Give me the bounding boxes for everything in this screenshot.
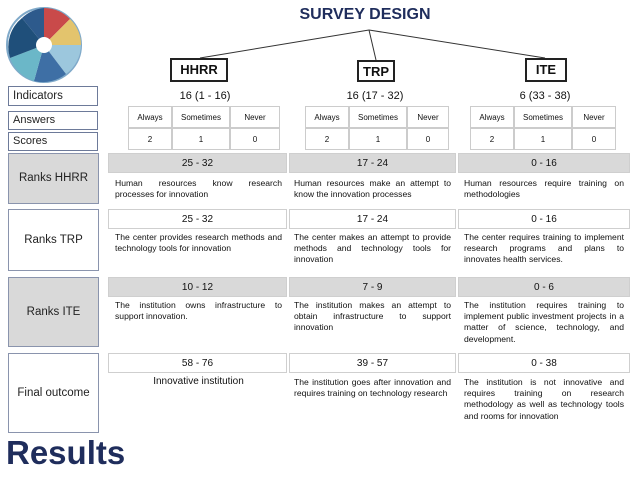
score-2: 2: [470, 128, 514, 150]
hhrr-range-low: 0 - 16: [458, 153, 630, 173]
rank-label-ite: Ranks ITE: [8, 277, 99, 347]
trp-text-mid: The center makes an attempt to provide methods and technology tools for innovation: [294, 232, 451, 265]
score-1: 1: [514, 128, 572, 150]
hhrr-range-mid: 17 - 24: [289, 153, 456, 173]
ite-range-low: 0 - 6: [458, 277, 630, 297]
rank-label-trp: Ranks TRP: [8, 209, 99, 271]
ite-text-low: The institution requires training to implement public investment projects in a matter of science, technology, and development.: [464, 300, 624, 344]
score-0: 0: [572, 128, 616, 150]
indicators-label: Indicators: [8, 86, 98, 106]
score-0: 0: [230, 128, 280, 150]
hhrr-range-high: 25 - 32: [108, 153, 287, 173]
trp-range-high: 25 - 32: [108, 209, 287, 229]
answers-label: Answers: [8, 111, 98, 130]
category-ite: ITE: [525, 58, 567, 82]
indicators-hhrr: 16 (1 - 16): [179, 90, 231, 102]
ite-text-mid: The institution makes an attempt to obtain infrastructure to support innovation: [294, 300, 451, 333]
final-outcome-label: Final outcome: [8, 353, 99, 433]
indicators-ite: 6 (33 - 38): [519, 90, 571, 102]
hhrr-text-high: Human resources know research processes for innovation: [115, 178, 282, 200]
hhrr-text-mid: Human resources make an attempt to know the innovation processes: [294, 178, 451, 200]
answer-never: Never: [572, 106, 616, 128]
answer-sometimes: Sometimes: [172, 106, 230, 128]
score-1: 1: [172, 128, 230, 150]
final-range-low: 0 - 38: [458, 353, 630, 373]
final-text-mid: The institution goes after innovation and requires training on technology research: [294, 377, 451, 399]
page-title: SURVEY DESIGN: [299, 6, 431, 23]
answer-never: Never: [230, 106, 280, 128]
score-1: 1: [349, 128, 407, 150]
ite-range-high: 10 - 12: [108, 277, 287, 297]
answer-always: Always: [470, 106, 514, 128]
category-hhrr: HHRR: [170, 58, 228, 82]
answer-sometimes: Sometimes: [349, 106, 407, 128]
rank-label-hhrr: Ranks HHRR: [8, 153, 99, 204]
results-heading: Results: [6, 434, 126, 471]
score-2: 2: [128, 128, 172, 150]
indicators-trp: 16 (17 - 32): [346, 90, 404, 102]
final-range-mid: 39 - 57: [289, 353, 456, 373]
trp-range-low: 0 - 16: [458, 209, 630, 229]
ite-text-high: The institution owns infrastructure to support innovation.: [115, 300, 282, 322]
category-trp: TRP: [357, 60, 395, 82]
answer-never: Never: [407, 106, 449, 128]
hhrr-text-low: Human resources require training on methodologies: [464, 178, 624, 200]
trp-text-low: The center requires training to implement research programs and plans to innovates health services.: [464, 232, 624, 265]
answer-always: Always: [305, 106, 349, 128]
score-2: 2: [305, 128, 349, 150]
trp-range-mid: 17 - 24: [289, 209, 456, 229]
final-text-high: Innovative institution: [153, 376, 244, 387]
final-text-low: The institution is not innovative and requires training on research methodology as well as technology tools and rooms for innovation: [464, 377, 624, 421]
answer-sometimes: Sometimes: [514, 106, 572, 128]
logo-icon: [4, 4, 84, 86]
scores-label: Scores: [8, 132, 98, 151]
final-range-high: 58 - 76: [108, 353, 287, 373]
score-0: 0: [407, 128, 449, 150]
trp-text-high: The center provides research methods and technology tools for innovation: [115, 232, 282, 254]
ite-range-mid: 7 - 9: [289, 277, 456, 297]
answer-always: Always: [128, 106, 172, 128]
